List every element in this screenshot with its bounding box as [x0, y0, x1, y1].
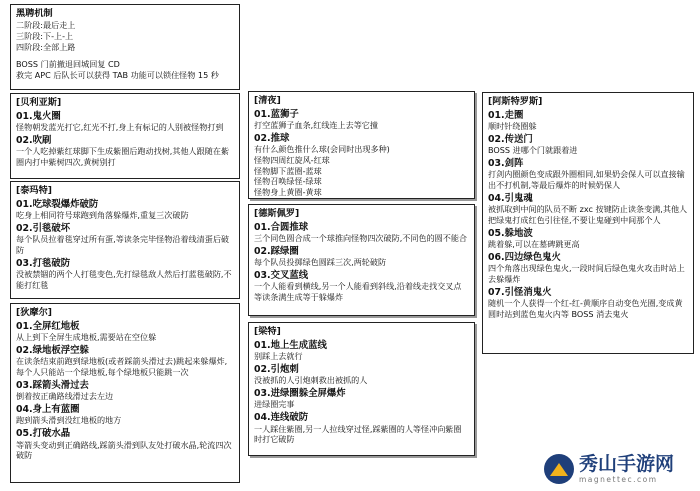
mechanic-heading: 07.引怪消鬼火 — [488, 286, 552, 298]
mechanic-item — [254, 388, 469, 410]
mechanism-title: 黑聘机制 — [16, 8, 53, 19]
mechanic-item — [254, 246, 469, 268]
mechanic-item — [254, 270, 469, 303]
mechanism-stages — [16, 20, 234, 81]
mechanic-text: 四个角落出现绿色鬼火,一段时间后绿色鬼火攻击时站上去躲爆炸 — [488, 263, 685, 285]
mechanic-item — [16, 111, 234, 133]
mechanic-heading: 02.踩绿圈 — [254, 245, 299, 257]
mechanic-text: 三个同色圆合成一个球推向怪物四次破防,不同色的圆不能合 — [254, 233, 468, 243]
stage-line: 四阶段:全部上路 — [16, 41, 76, 52]
mechanic-text: 一个人能看到横线,另一个人能看到斜线,沿着线走找交叉点等读条满生成等于躲爆炸 — [254, 281, 462, 303]
mechanic-text: 被抓取到中间的队员不断 zxc 按键防止读条变满,其他人把绿鬼打成红色引往怪,不要让鬼碰到中间那个人 — [488, 204, 688, 226]
mechanic-heading: 06.四边绿色鬼火 — [488, 251, 561, 263]
mechanic-text: 顺时针绕圈躲 — [488, 121, 537, 131]
mechanic-heading: 02.吹刷 — [16, 134, 52, 146]
mechanic-item — [16, 223, 234, 256]
mechanic-item — [16, 428, 234, 461]
mechanic-heading: 01.地上生成蓝线 — [254, 339, 327, 351]
mechanic-item — [254, 364, 469, 386]
mechanic-heading: 01.鬼火圈 — [16, 110, 61, 122]
mechanic-text: 没被抓的人引炮刺救出被抓的人 — [254, 375, 368, 386]
boss-card-col1-0 — [10, 93, 240, 179]
mechanism-box — [10, 4, 240, 90]
boss-card-title: [阿斯特罗斯] — [488, 96, 543, 107]
mechanic-text: 每个队员拉着毯穿过所有蛋,等读条完毕怪物沿着线清蛋后破防 — [16, 234, 230, 255]
mechanic-item — [254, 109, 469, 131]
boss-card-title: [清夜] — [254, 95, 281, 106]
mechanic-text: 在读条结束前跑到绿地板(或者踩箭头滑过去)跳起来躲爆炸,每个人只能站一个绿地板,每个绿地板只能跳一次 — [16, 356, 228, 377]
rescue-line: 救完 APC 后队长可以获得 TAB 功能可以锁住怪物 15 秒 — [16, 69, 219, 80]
mechanic-heading: 03.踩箭头滑过去 — [16, 379, 89, 391]
mechanic-heading: 02.推球 — [254, 132, 290, 144]
mechanic-text: 没被禁锢的两个人打毯变色,先打绿毯敌人然后打蓝毯破防,不能打红毯 — [16, 269, 232, 290]
mechanic-item — [488, 158, 688, 191]
mechanic-item — [16, 345, 234, 378]
mechanic-heading: 04.引鬼魂 — [488, 192, 533, 204]
mechanic-text: 随机一个人获得一个红-红-黄顺序自动变色光圈,变成黄圆时站到蓝色鬼火内等 BOSS 消去鬼火 — [488, 298, 683, 320]
mechanic-heading: 05.打破水晶 — [16, 428, 71, 440]
mechanic-item — [488, 252, 688, 285]
mechanic-text: 等箭头变动到正确路线,踩箭头滑到队友处打破水晶,轮流四次破防 — [16, 439, 232, 461]
mechanic-text: 打剑内圈颜色变成跟外圈相同,如果奶会保人可以直接输出不打机制,等最后爆炸的时候奶保人 — [488, 169, 685, 191]
mechanic-item — [488, 228, 688, 250]
mechanic-item — [16, 135, 234, 168]
boss-card-col3-0 — [482, 92, 694, 354]
mechanic-heading: 04.身上有蓝圈 — [16, 403, 80, 415]
mechanic-heading: 03.进绿圈躲全屏爆炸 — [254, 387, 346, 399]
mechanic-item — [16, 258, 234, 291]
mechanic-text: 从上到下全屏生成地板,需要站在空位躲 — [16, 332, 157, 342]
boss-card-title: [德斯佩罗] — [254, 208, 300, 219]
mechanic-text: 倒着按正确路线滑过去左边 — [16, 391, 114, 402]
mechanic-heading: 03.剑阵 — [488, 157, 524, 169]
mechanic-text: 跑到箭头滑到没红地板的地方 — [16, 415, 122, 426]
mechanic-heading: 03.打毯破防 — [16, 257, 71, 269]
mechanic-item — [254, 340, 469, 362]
mechanic-text: 进绿圈完事 — [254, 399, 295, 410]
mechanic-heading: 01.走圈 — [488, 109, 524, 121]
logo-name: 秀山手游网 — [579, 453, 675, 475]
mechanic-text: 跳着躲,可以在墓碑跳更高 — [488, 239, 580, 250]
mechanic-heading: 04.连线破防 — [254, 412, 309, 424]
boss-line: BOSS 门前撤退回城回复 CD — [16, 58, 120, 69]
mechanic-item — [254, 222, 469, 244]
site-logo — [544, 451, 694, 487]
mechanic-heading: 05.躲地波 — [488, 227, 533, 239]
mechanic-item — [16, 321, 234, 343]
mechanic-text: 别踩上去就行 — [254, 351, 303, 361]
mechanic-heading: 02.引毯破坏 — [16, 222, 71, 234]
mechanic-heading: 03.交叉蓝线 — [254, 269, 309, 281]
mechanic-text: 每个队员投掷绿色圆踩三次,两轮破防 — [254, 257, 387, 268]
mechanic-item — [16, 380, 234, 402]
boss-card-title: [贝利亚斯] — [16, 97, 62, 108]
stage-line: 三阶段:下-上-上 — [16, 30, 74, 41]
boss-card-col2-2 — [248, 322, 475, 456]
mechanic-item — [254, 412, 469, 445]
mechanic-heading: 02.传送门 — [488, 133, 533, 145]
logo-icon — [544, 454, 574, 484]
mechanic-heading: 01.吃球裂爆炸破防 — [16, 198, 99, 210]
boss-card-title: [狄摩尔] — [16, 307, 52, 318]
mechanic-text: 打空蓝狮子血条,红线连上去等它撞 — [254, 120, 378, 130]
mechanic-heading: 01.合圆推球 — [254, 221, 309, 233]
mechanic-item — [488, 134, 688, 156]
logo-url: magnettec.com — [579, 475, 658, 484]
mechanic-heading: 01.全屏红地板 — [16, 320, 80, 332]
mechanic-item — [16, 404, 234, 426]
mechanic-item — [488, 193, 688, 226]
mechanic-item — [254, 133, 469, 198]
mechanic-item — [488, 110, 688, 132]
boss-card-title: [梁特] — [254, 326, 281, 337]
mechanic-heading: 02.绿地板浮空躲 — [16, 344, 89, 356]
mechanic-text: 吃身上相同符号球跑到角落躲爆炸,重复三次破防 — [16, 210, 189, 220]
mechanic-text: BOSS 进哪个门就跟着进 — [488, 145, 578, 156]
mechanic-item — [16, 199, 234, 221]
mechanic-heading: 01.蓝狮子 — [254, 108, 299, 120]
boss-card-col1-1 — [10, 181, 240, 299]
mechanic-text: 一个人吃掉紫红球脚下生成紫圈后跑动找树,其他人跟随在紫圈内打中紫树四次,黄树别打 — [16, 146, 230, 167]
mechanic-text: 一人踩住紫圈,另一人拉线穿过怪,踩紫圈的人等怪冲向紫圈时打它破防 — [254, 423, 462, 445]
boss-card-title: [泰玛特] — [16, 185, 52, 196]
boss-card-col2-0 — [248, 91, 475, 199]
boss-card-col2-1 — [248, 204, 475, 316]
mechanic-text: 有什么颜色推什么球(会同时出现多种) 怪物四周红旋风-红球 怪物脚下蓝圈-蓝球 怪物召唤绿怪-绿球 怪物身上黄圈-黄球 — [254, 144, 390, 198]
mechanic-item — [488, 287, 688, 320]
stage-line: 二阶段:最后走上 — [16, 19, 76, 30]
mechanic-text: 怪物朝发蓝光打它,红光不打,身上有标记的人别被怪物打到 — [16, 122, 224, 132]
mechanic-heading: 02.引炮刺 — [254, 363, 299, 375]
boss-card-col1-2 — [10, 303, 240, 483]
